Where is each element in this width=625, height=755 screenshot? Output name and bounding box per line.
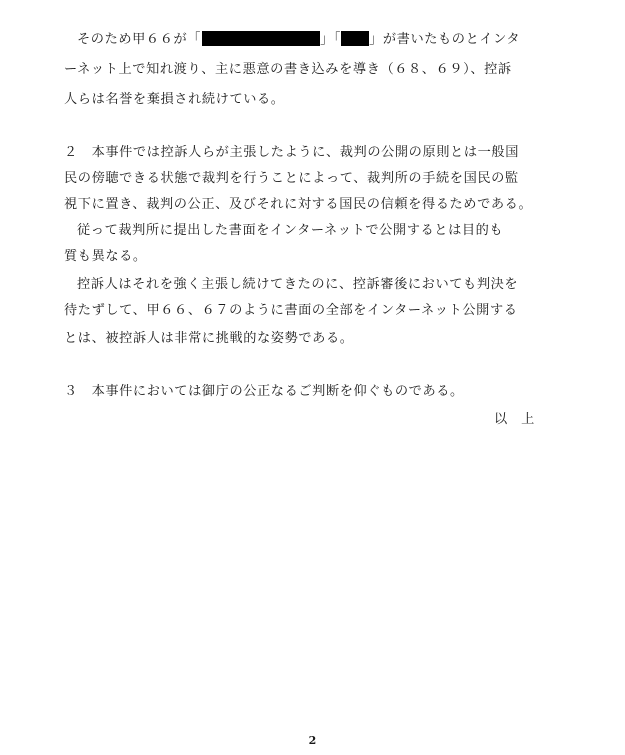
redaction-block-2: [341, 31, 369, 46]
paragraph-1-line-1: [77, 31, 567, 49]
paragraph-3-line-1: ３ 本事件においては御庁の公正なるご判断を仰ぐものである。: [64, 384, 464, 399]
paragraph-2-line-3: 視下に置き、裁判の公正、及びそれに対する国民の信頼を得るためである。: [64, 197, 533, 212]
paragraph-2-line-1: ２ 本事件では控訴人らが主張したように、裁判の公開の原則とは一般国: [64, 145, 519, 160]
closing-mark: 以上: [494, 412, 549, 427]
paragraph-1-text-a: そのため甲６６が「: [77, 32, 202, 47]
redaction-block-1: [202, 31, 320, 46]
paragraph-1-line-2: ーネット上で知れ渡り、主に悪意の書き込みを導き（６８、６９）、控訴: [64, 62, 512, 77]
paragraph-2-line-5: 質も異なる。: [64, 249, 147, 264]
paragraph-1-text-c: 」が書いたものとインタ: [369, 32, 521, 47]
paragraph-1-text-b: 」「: [320, 32, 342, 47]
paragraph-2-line-6: 控訴人はそれを強く主張し続けてきたのに、控訴審後においても判決を: [77, 277, 519, 292]
paragraph-2-line-2: 民の傍聴できる状態で裁判を行うことによって、裁判所の手続を国民の監: [64, 171, 519, 186]
page-number: 2: [308, 734, 317, 747]
paragraph-2-line-4: 従って裁判所に提出した書面をインターネットで公開するとは目的も: [77, 223, 504, 238]
paragraph-1-line-3: 人らは名誉を棄損され続けている。: [64, 92, 285, 107]
paragraph-2-line-7: 待たずして、甲６６、６７のように書面の全部をインターネット公開する: [64, 303, 518, 318]
paragraph-2-line-8: とは、被控訴人は非常に挑戦的な姿勢である。: [64, 331, 354, 346]
